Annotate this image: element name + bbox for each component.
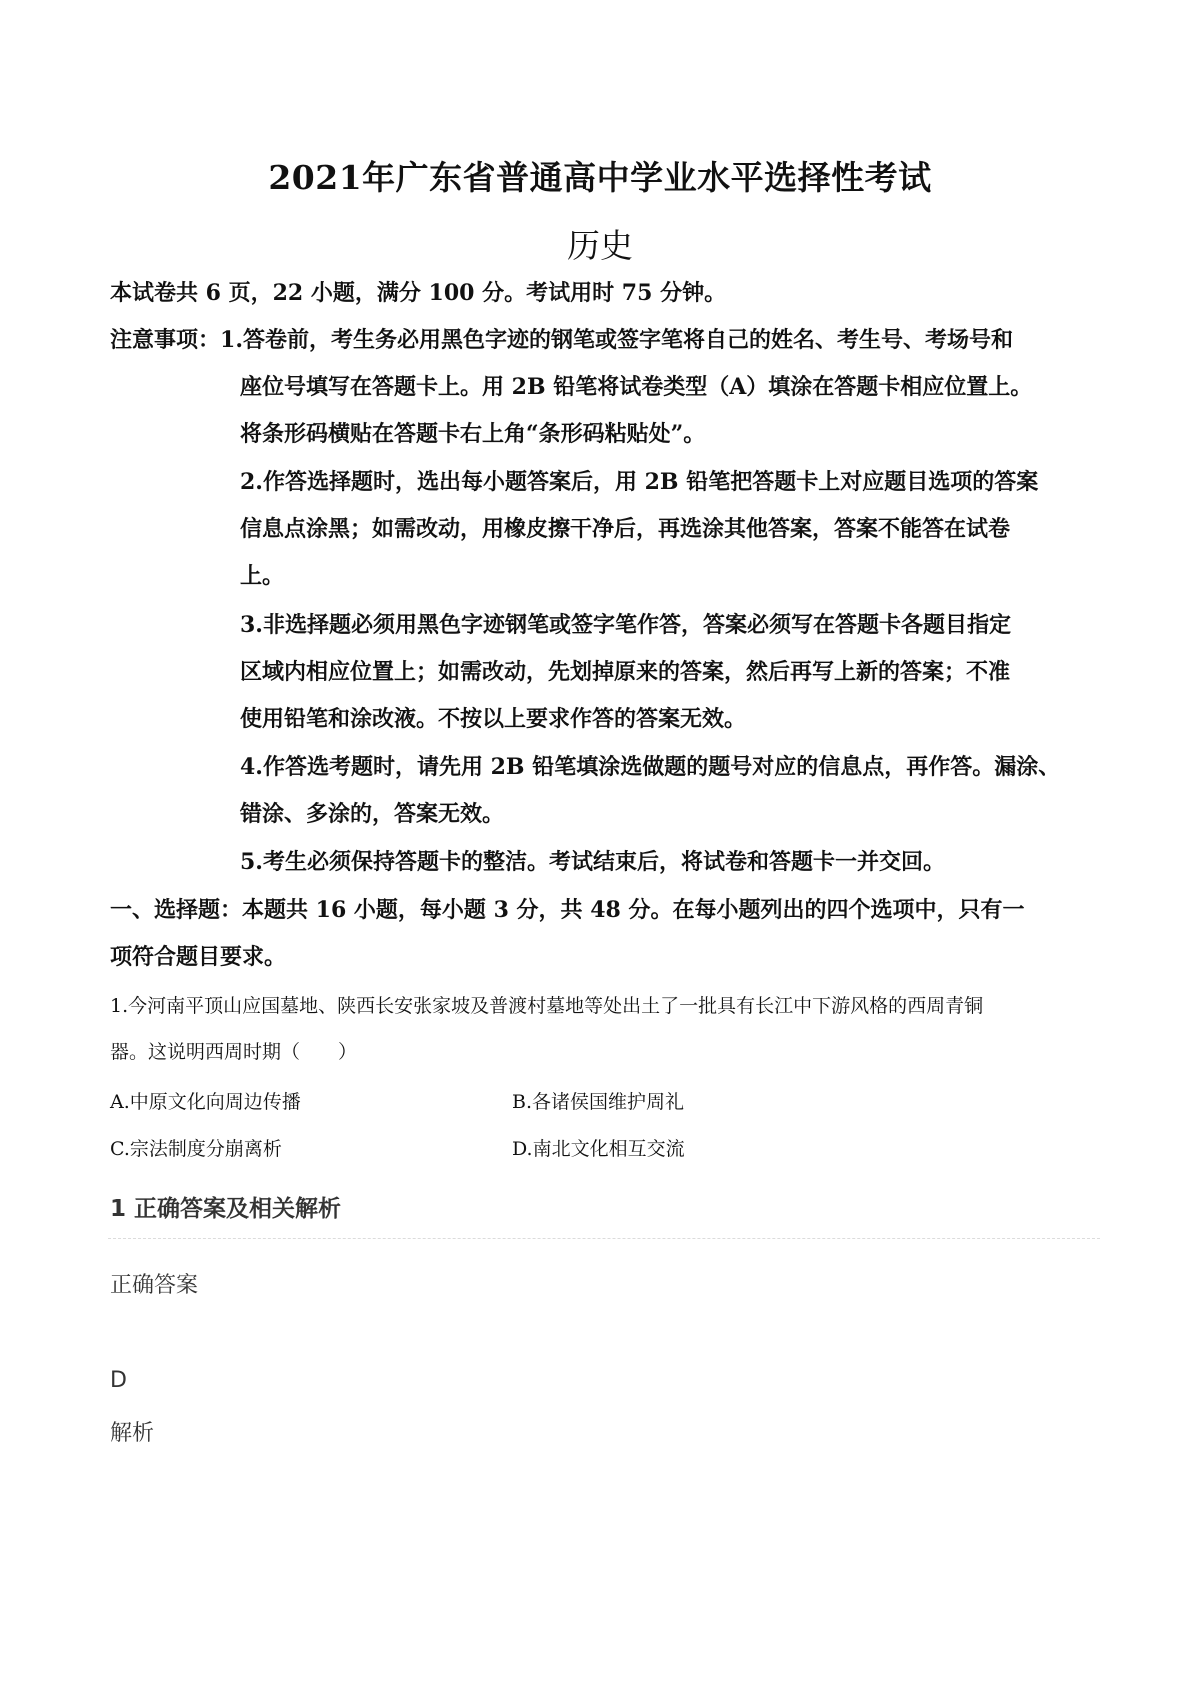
section-heading-line-2: 项符合题目要求。 xyxy=(110,944,287,970)
note-2-line-2: 信息点涂黑；如需改动，用橡皮擦干净后，再选涂其他答案，答案不能答在试卷 xyxy=(240,516,1011,542)
note-1-line-2: 座位号填写在答题卡上。用 2B 铅笔将试卷类型（A）填涂在答题卡相应位置上。 xyxy=(240,374,1033,400)
question-1-line-1: 1.今河南平顶山应国墓地、陕西长安张家坡及普渡村墓地等处出土了一批具有长江中下游风格的西周青铜 xyxy=(110,995,984,1017)
note-3-line-3: 使用铅笔和涂改液。不按以上要求作答的答案无效。 xyxy=(240,706,747,732)
note-4-line-1: 4.作答选考题时，请先用 2B 铅笔填涂选做题的题号对应的信息点，再作答。漏涂、 xyxy=(240,754,1061,780)
section-heading-line-1: 一、选择题：本题共 16 小题，每小题 3 分，共 48 分。在每小题列出的四个选项中，只有一 xyxy=(110,897,1025,923)
note-1-line-3: 将条形码横贴在答题卡右上角“条形码粘贴处”。 xyxy=(240,421,706,447)
answer-heading: 1 正确答案及相关解析 xyxy=(110,1196,342,1222)
question-1-line-2: 器。这说明西周时期（ ） xyxy=(110,1041,358,1063)
correct-answer-value: D xyxy=(110,1368,127,1393)
analysis-label: 解析 xyxy=(110,1421,155,1446)
note-3-line-2: 区域内相应位置上；如需改动，先划掉原来的答案，然后再写上新的答案；不准 xyxy=(240,659,1011,685)
option-c: C.宗法制度分崩离析 xyxy=(110,1138,282,1160)
exam-intro: 本试卷共 6 页，22 小题，满分 100 分。考试用时 75 分钟。 xyxy=(110,280,727,306)
note-2-line-3: 上。 xyxy=(240,563,285,589)
option-d: D.南北文化相互交流 xyxy=(512,1138,685,1160)
exam-subject: 历史 xyxy=(567,226,633,265)
answer-divider xyxy=(108,1238,1100,1239)
note-2-line-1: 2.作答选择题时，选出每小题答案后，用 2B 铅笔把答题卡上对应题目选项的答案 xyxy=(240,469,1039,495)
option-b: B.各诸侯国维护周礼 xyxy=(512,1091,685,1113)
exam-title: 2021年广东省普通高中学业水平选择性考试 xyxy=(268,158,932,197)
note-3-line-1: 3.非选择题必须用黑色字迹钢笔或签字笔作答，答案必须写在答题卡各题目指定 xyxy=(240,612,1011,638)
note-4-line-2: 错涂、多涂的，答案无效。 xyxy=(240,801,505,827)
notes-label: 注意事项：1.答卷前，考生务必用黑色字迹的钢笔或签字笔将自己的姓名、考生号、考场号和 xyxy=(110,327,1013,353)
option-a: A.中原文化向周边传播 xyxy=(110,1091,301,1113)
note-5-line-1: 5.考生必须保持答题卡的整洁。考试结束后，将试卷和答题卡一并交回。 xyxy=(240,849,945,875)
correct-answer-label: 正确答案 xyxy=(110,1273,199,1298)
